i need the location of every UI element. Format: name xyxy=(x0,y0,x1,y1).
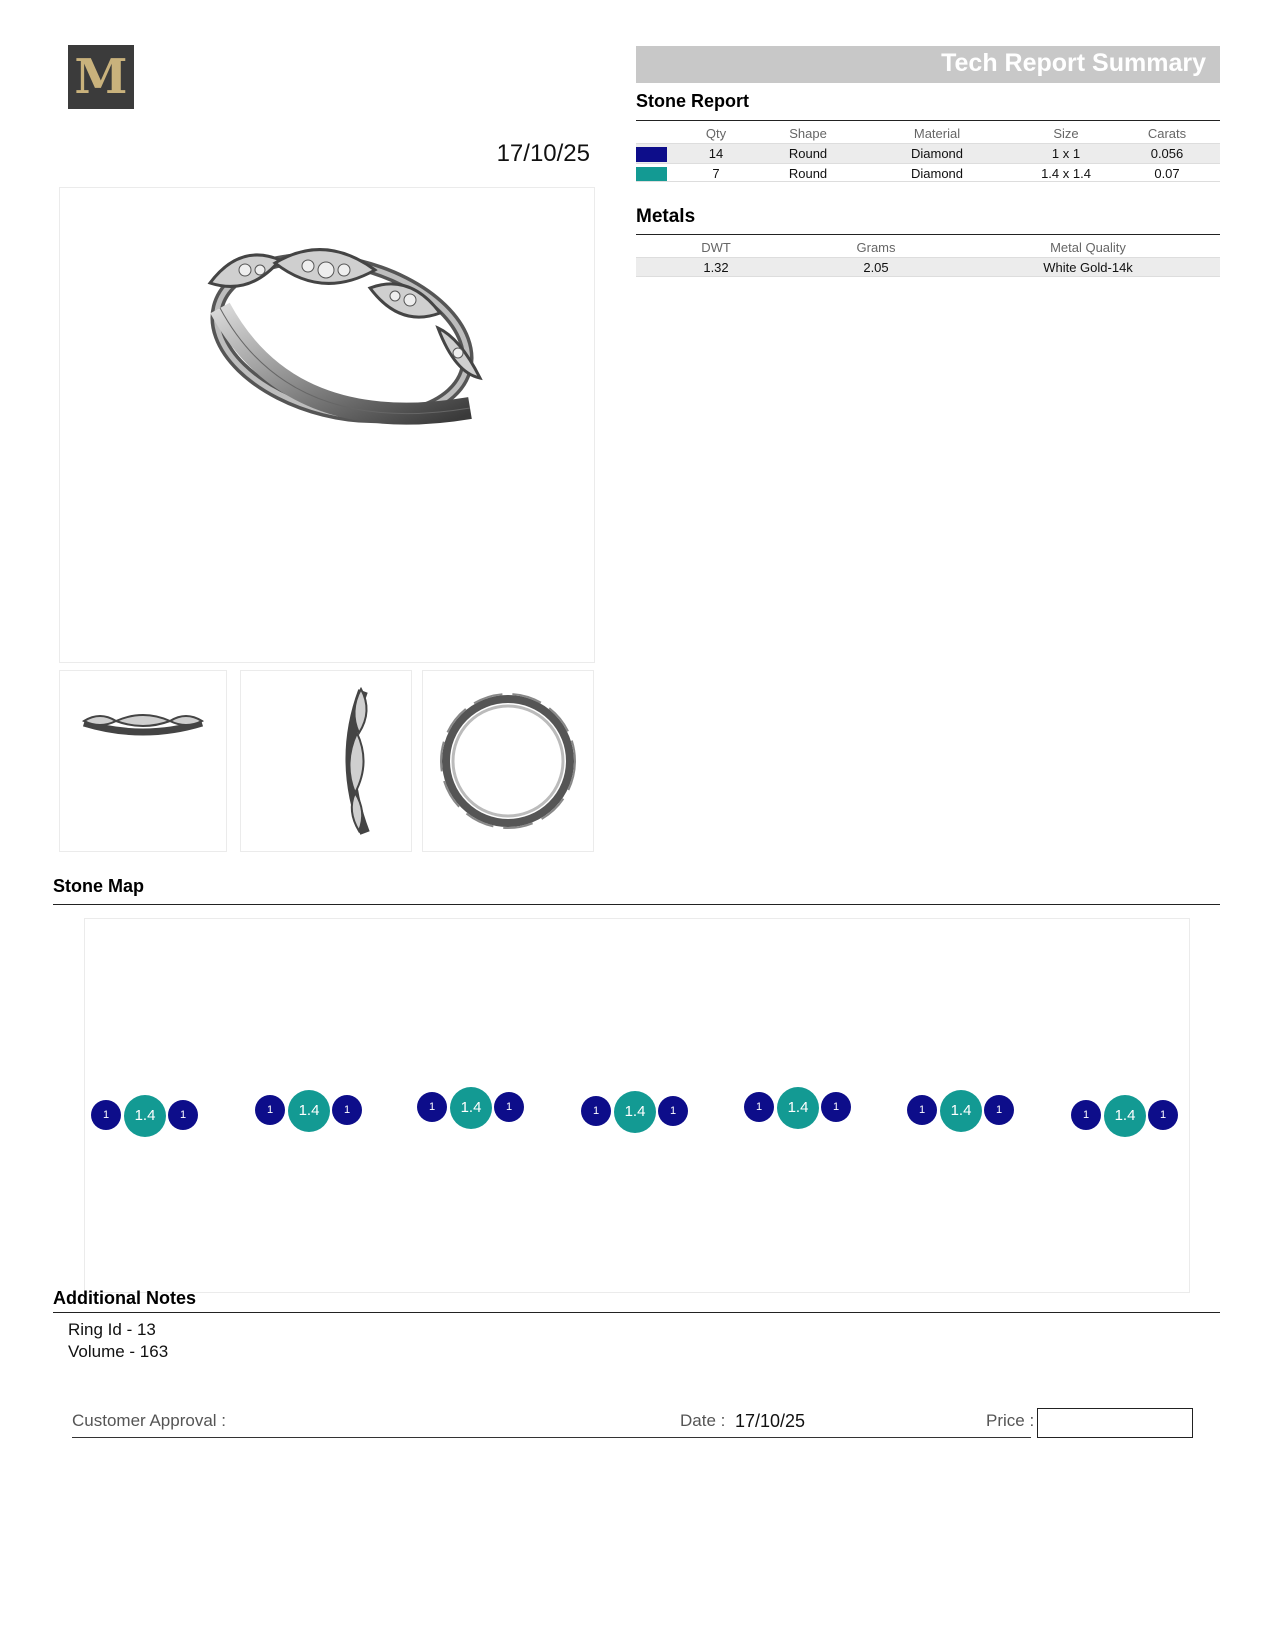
column-header: DWT xyxy=(701,239,731,255)
size-cell: 1.4 x 1.4 xyxy=(1018,164,1114,184)
stone-1mm: 1 xyxy=(658,1096,688,1126)
company-logo xyxy=(68,45,134,109)
metals-rule xyxy=(636,234,1220,235)
stone-1mm: 1 xyxy=(984,1095,1014,1125)
stone-1-4mm: 1.4 xyxy=(1104,1095,1146,1137)
stone-group xyxy=(744,1087,854,1133)
stone-1mm: 1 xyxy=(91,1100,121,1130)
ring-front-image xyxy=(60,671,226,851)
stone-1-4mm: 1.4 xyxy=(124,1095,166,1137)
stone-1-4mm: 1.4 xyxy=(940,1090,982,1132)
ring-top-image xyxy=(423,671,593,851)
table-bottom-border xyxy=(636,276,1220,277)
color-column-header xyxy=(636,123,672,144)
stone-report-rule xyxy=(636,120,1220,121)
stone-1mm: 1 xyxy=(332,1095,362,1125)
ring-main-view xyxy=(59,187,595,663)
stone-1mm: 1 xyxy=(255,1095,285,1125)
stone-1mm: 1 xyxy=(417,1092,447,1122)
note-ring-id: Ring Id - 13 xyxy=(68,1320,156,1339)
customer-approval-label: Customer Approval : xyxy=(72,1411,227,1430)
material-cell: Diamond xyxy=(856,164,1018,184)
stone-group xyxy=(581,1091,691,1137)
ring-top-view xyxy=(422,670,594,852)
price-label: Price : xyxy=(986,1411,1035,1430)
ring-front-view xyxy=(59,670,227,852)
stone-1-4mm: 1.4 xyxy=(777,1087,819,1129)
table-bottom-border xyxy=(636,181,1220,182)
report-title: Tech Report Summary xyxy=(941,49,1206,77)
carats-cell: 0.07 xyxy=(1114,164,1220,184)
approval-signature-line xyxy=(72,1437,1031,1438)
grams-cell: 2.05 xyxy=(796,258,956,278)
stone-group xyxy=(1071,1095,1181,1141)
approval-date-label: Date : xyxy=(680,1411,726,1430)
ring-side-view xyxy=(240,670,412,852)
table-row xyxy=(636,144,1220,164)
column-header: Carats xyxy=(1147,125,1187,141)
approval-date-value: 17/10/25 xyxy=(735,1411,806,1431)
metals-heading: Metals xyxy=(636,206,696,227)
stone-1mm: 1 xyxy=(907,1095,937,1125)
column-header: Material xyxy=(913,125,961,141)
table-row xyxy=(636,258,1220,278)
stone-group xyxy=(91,1095,201,1141)
column-header: Qty xyxy=(705,125,727,141)
column-header: Grams xyxy=(856,239,896,255)
stone-1mm: 1 xyxy=(1071,1100,1101,1130)
notes-heading: Additional Notes xyxy=(53,1288,196,1308)
stone-map-heading: Stone Map xyxy=(53,876,145,896)
note-volume: Volume - 163 xyxy=(68,1342,169,1361)
ring-side-image xyxy=(241,671,411,851)
stone-map xyxy=(84,918,1190,1293)
stone-1mm: 1 xyxy=(1148,1100,1178,1130)
metal-quality-cell: White Gold-14k xyxy=(956,258,1220,278)
stone-1mm: 1 xyxy=(581,1096,611,1126)
stone-group xyxy=(907,1090,1017,1136)
stone-1-4mm: 1.4 xyxy=(450,1087,492,1129)
logo-letter: M xyxy=(74,49,128,105)
shape-cell: Round xyxy=(760,144,856,164)
metals-header-row xyxy=(636,237,1220,258)
size-cell: 1 x 1 xyxy=(1018,144,1114,164)
column-header: Shape xyxy=(789,125,827,141)
stone-1mm: 1 xyxy=(168,1100,198,1130)
shape-cell: Round xyxy=(760,164,856,184)
stone-1-4mm: 1.4 xyxy=(288,1090,330,1132)
column-header: Metal Quality xyxy=(1050,239,1126,255)
stone-color-swatch xyxy=(636,147,667,162)
stone-color-swatch xyxy=(636,167,667,182)
stone-report-header-row xyxy=(636,123,1220,144)
qty-cell: 14 xyxy=(672,144,760,164)
metals-table xyxy=(636,237,1220,277)
qty-cell: 7 xyxy=(672,164,760,184)
report-date: 17/10/25 xyxy=(496,140,590,167)
title-bar xyxy=(636,46,1220,83)
stone-report-table xyxy=(636,123,1220,183)
material-cell: Diamond xyxy=(856,144,1018,164)
stone-report-heading: Stone Report xyxy=(636,91,750,111)
carats-cell: 0.056 xyxy=(1114,144,1220,164)
price-input-box[interactable] xyxy=(1037,1408,1193,1438)
stone-map-rule xyxy=(53,904,1220,905)
stone-group xyxy=(255,1090,365,1136)
stone-1mm: 1 xyxy=(494,1092,524,1122)
stone-1mm: 1 xyxy=(744,1092,774,1122)
stone-1mm: 1 xyxy=(821,1092,851,1122)
ring-render-image xyxy=(60,188,594,662)
stone-1-4mm: 1.4 xyxy=(614,1091,656,1133)
notes-rule xyxy=(53,1312,1220,1313)
dwt-cell: 1.32 xyxy=(636,258,796,278)
stone-group xyxy=(417,1087,527,1133)
column-header: Size xyxy=(1053,125,1079,141)
